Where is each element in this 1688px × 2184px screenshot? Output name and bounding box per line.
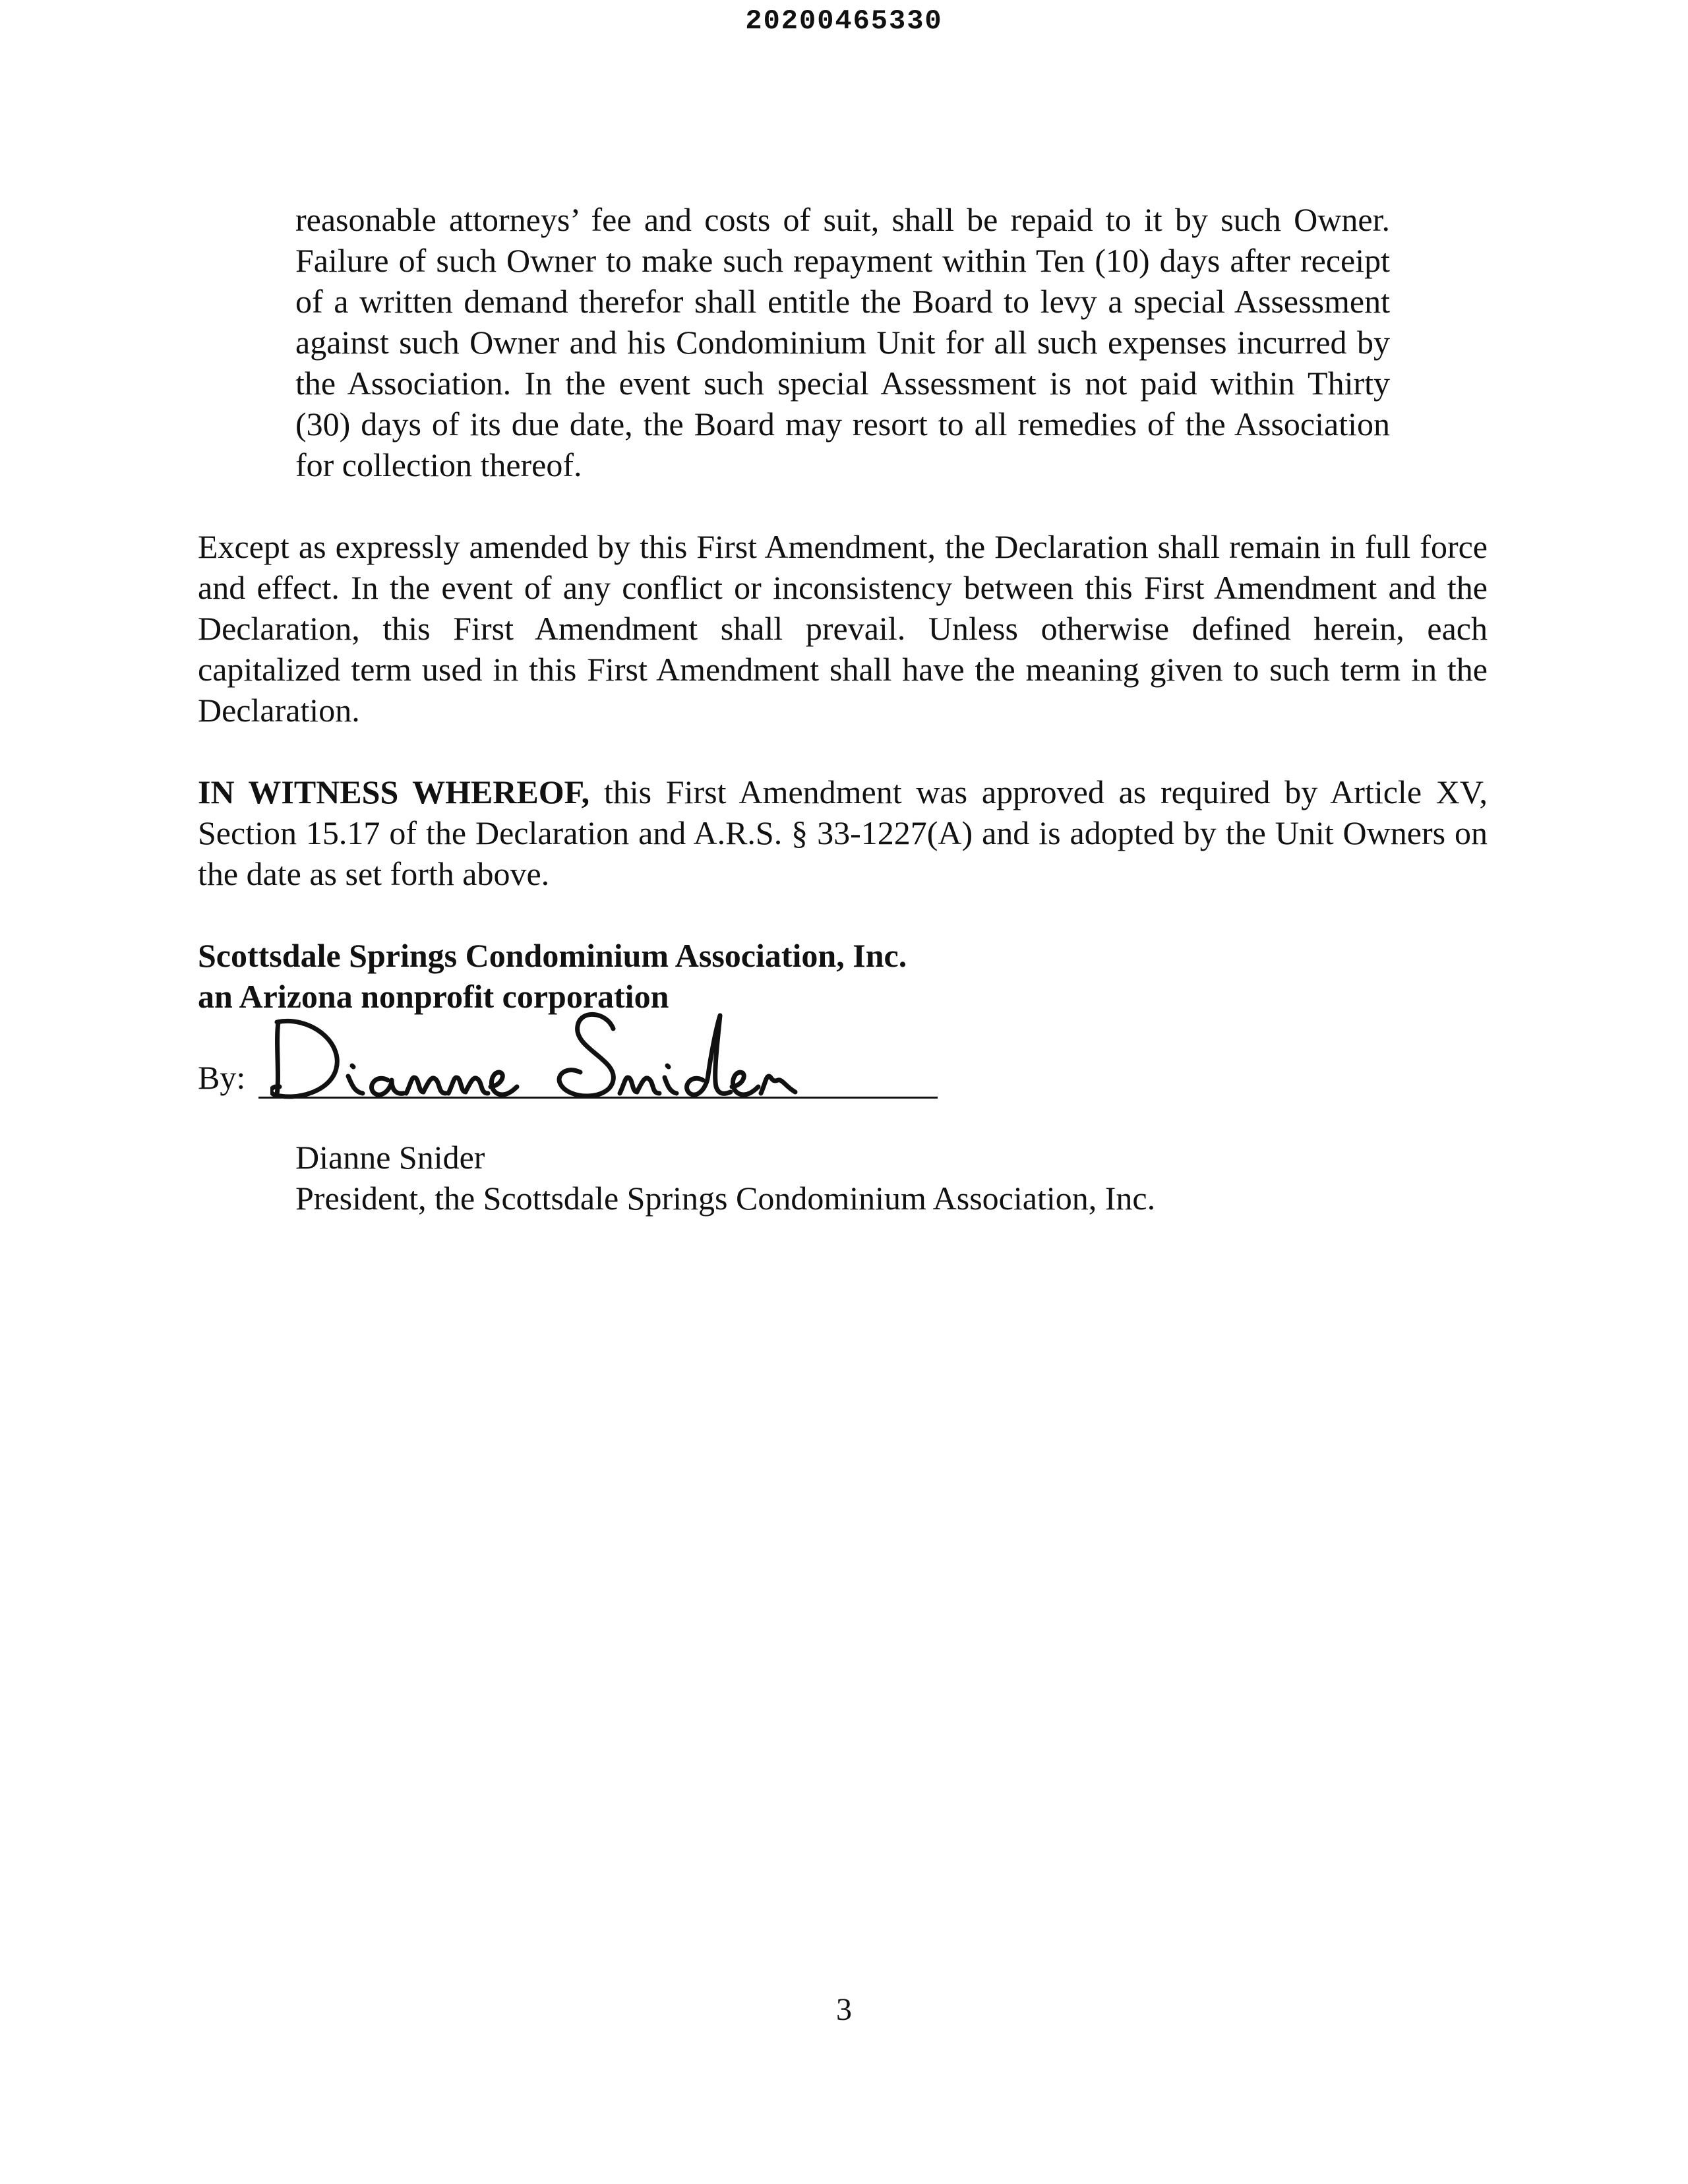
indented-paragraph: reasonable attorneys’ fee and costs of suit, shall be repaid to it by such Owner. Failure of such Owner to make such repayment within Ten (10) days after receipt of a written demand therefor shall entitle the Board to levy a special Assessment against such Owner and his Condominium Unit for all such expenses incurred by the Association. In the event such special Assessment is not paid within Thirty (30) days of its due date, the Board may resort to all remedies of the Association for collection thereof.: [295, 201, 1390, 483]
signer-name: Dianne Snider: [295, 1139, 485, 1176]
signature-line: [258, 1097, 938, 1099]
by-label: By:: [198, 1059, 246, 1096]
witness-paragraph: [198, 772, 1488, 894]
organization-type: an Arizona nonprofit corporation: [198, 978, 669, 1015]
except-paragraph: Except as expressly amended by this First Amendment, the Declaration shall remain in full force and effect. In the event of any conflict or inconsistency between this First Amendment and the Declaration, this First Amendment shall prevail. Unless otherwise defined herein, each capitalized term used in this First Amendment shall have the meaning given to such term in the Declaration.: [198, 528, 1488, 729]
recording-number: 20200465330: [745, 5, 943, 37]
witness-heading: IN WITNESS WHEREOF,: [198, 774, 590, 810]
signer-block: [295, 1137, 1482, 1219]
signer-title: President, the Scottsdale Springs Condominium Association, Inc.: [295, 1180, 1156, 1217]
witness-text: this First Amendment was approved as required by Article XV, Section 15.17 of the Declaration and A.R.S. § 33-1227(A) and is adopted by the Unit Owners on the date as set forth above.: [198, 774, 1488, 892]
page-number: 3: [836, 1992, 852, 2027]
organization-name: Scottsdale Springs Condominium Association, Inc.: [198, 937, 907, 974]
